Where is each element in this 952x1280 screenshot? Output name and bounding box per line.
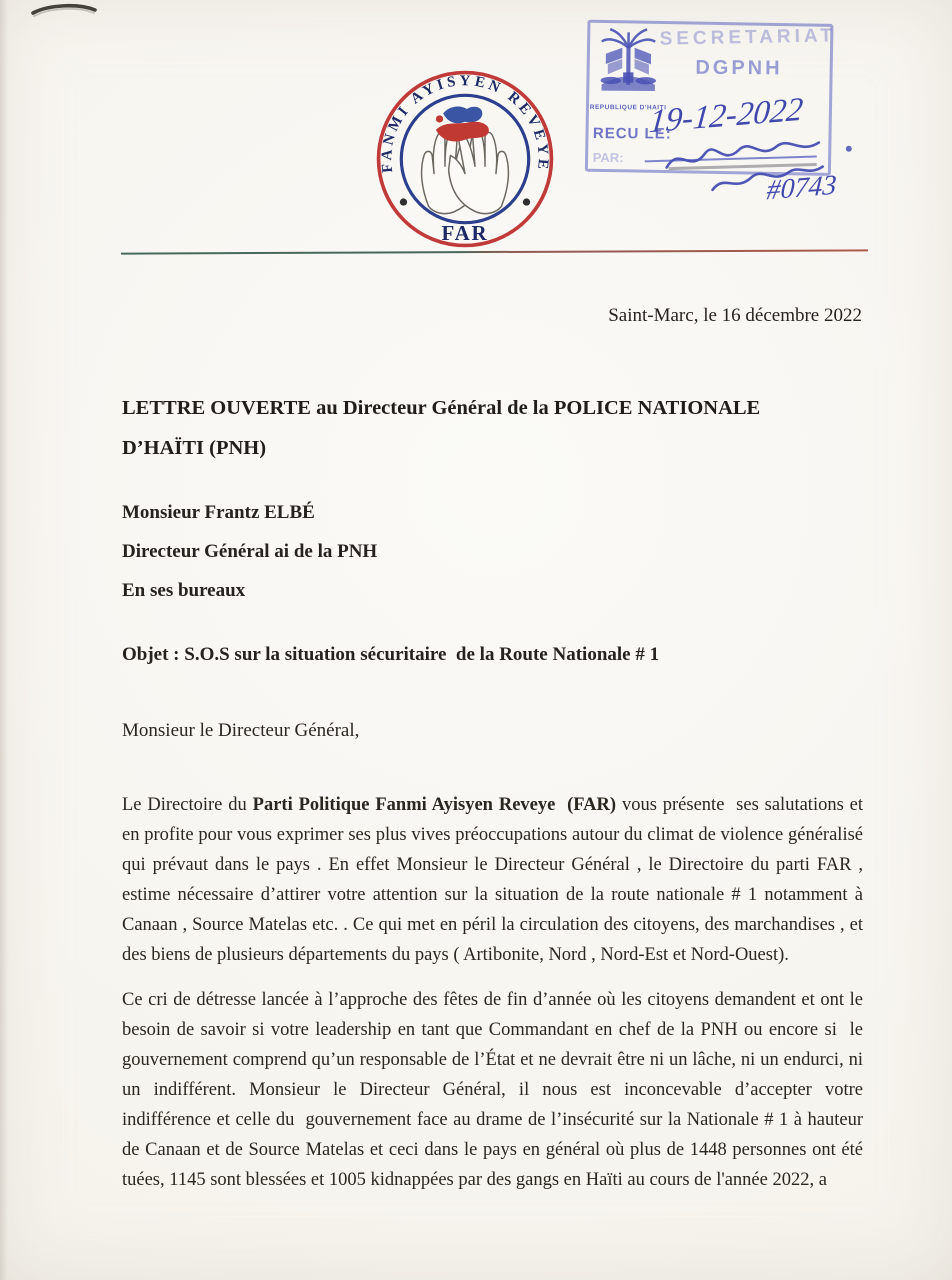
handwritten-received-date: 19-12-2022 — [647, 91, 805, 141]
letter-title-line2: D’HAÏTI (PNH) — [122, 437, 267, 459]
logo-acronym: FAR — [441, 220, 489, 245]
stamp-header: SECRETARIAT — [659, 25, 837, 50]
letter-title — [122, 388, 872, 468]
body-paragraph-2: Ce cri de détresse lancée à l’approche des fêtes de fin d’année où les citoyens demandent et ont le besoin de savoir si votre leadership en tant que Commandant en chef de la PNH ou encore si le gouvernement comprend qu’un responsable de l’État et ne devrait être ni un lâche, ni un endurci, ni un indifférent. Monsieur le Directeur Général, il nous est inconcevable d’accepter votre indifférence et celle du gouvernement face au drame de l’insécurité sur la Nationale # 1 à hauteur de Canaan et de Source Matelas et ceci dans le pays en général où plus de 1448 personnes ont été tuées, 1145 sont blessées et 1005 kidnappées par des gangs en Haïti au cours de l'année 2022, a — [122, 990, 868, 1190]
letter-title-line1: LETTRE OUVERTE au Directeur Général de la POLICE NATIONALE — [122, 397, 761, 419]
recipient-block — [122, 493, 377, 610]
stamp-org: DGPNH — [695, 56, 783, 80]
stamp-received-label: RECU LE: — [592, 124, 672, 143]
recipient-title: Directeur Général ai de la PNH — [122, 541, 378, 562]
far-party-logo — [374, 68, 556, 250]
body-paragraph-1 — [122, 790, 868, 970]
paragraph1-lead: Le Directoire du — [122, 795, 253, 815]
staple-mark — [28, 0, 100, 22]
haiti-map-icon — [436, 106, 489, 141]
paragraph1-party-name: Parti Politique Fanmi Ayisyen Reveye (FAR) — [252, 795, 617, 815]
header-divider — [121, 249, 868, 254]
reception-stamp — [582, 13, 893, 230]
date-line: Saint-Marc, le 16 décembre 2022 — [608, 305, 862, 326]
handwritten-reference-number: #0743 — [765, 169, 838, 207]
ink-dot — [846, 146, 852, 152]
recipient-name: Monsieur Frantz ELBÉ — [122, 502, 315, 523]
logo-left-dot — [400, 198, 407, 205]
salutation: Monsieur le Directeur Général, — [122, 720, 360, 741]
recipient-location: En ses bureaux — [122, 580, 246, 601]
logo-ring-text: FANMI AYISYEN REVEYE — [378, 73, 552, 174]
stamp-emblem-caption: REPUBLIQUE D'HAITI — [589, 103, 667, 112]
haiti-coat-of-arms-icon — [595, 27, 662, 105]
logo-right-dot — [523, 198, 530, 205]
paragraph1-rest: vous présente ses salutations et en profite pour vous exprimer ses plus vives préoccupations autour du climat de violence généralisé qui prévaut dans le pays . En effet Monsieur le Directeur Général , le Directoire du parti FAR , estime nécessaire d’attirer votre attention sur la situation de la route nationale # 1 notamment à Canaan , Source Matelas etc. . Ce qui met en péril la circulation des citoyens, des marchandises , et des biens de plusieurs départements du pays ( Artibonite, Nord , Nord-Est et Nord-Ouest). — [122, 795, 868, 965]
stamp-par-label: PAR: — [592, 149, 624, 166]
subject-line: Objet : S.O.S sur la situation sécuritaire de la Route Nationale # 1 — [122, 644, 660, 665]
